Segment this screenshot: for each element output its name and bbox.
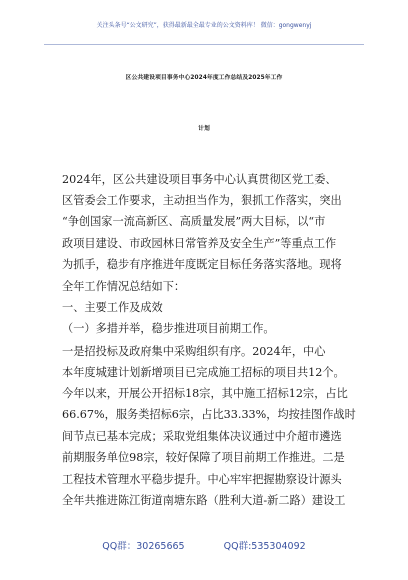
section-heading: 一、主要工作及成效 [62, 301, 163, 314]
body-line: 间节点已基本完成；采取党组集体决议通过中介超市遴选 [62, 430, 342, 443]
subsection-heading: （一）多措并举，稳步推进项目前期工作。 [62, 322, 275, 335]
body-line: 本年度城建计划新增项目已完成施工招标的项目共12个。 [62, 366, 345, 379]
body-line: 前期服务单位98宗，较好保障了项目前期工作推进。二是 [62, 451, 345, 464]
body-line: 66.67%，服务类招标6宗，占比33.33%，均按挂图作战时 [62, 408, 356, 421]
body-line: “争创国家一流高新区、高质量发展”两大目标，以“市 [62, 215, 326, 228]
body-line: 一是招投标及政府集中采购组织有序。2024年，中心 [62, 345, 326, 358]
body-line: 全年共推进陈江街道南塘东路（胜利大道-新二路）建设工 [62, 494, 346, 507]
body-line: 政项目建设、市政园林日常管养及安全生产”等重点工作 [62, 237, 337, 250]
body-line: 今年以来，开展公开招标18宗，其中施工招标12宗，占比 [62, 387, 348, 400]
body-line: 2024年，区公共建设项目事务中心认真贯彻区党工委、 [62, 173, 337, 186]
header-divider [44, 44, 364, 45]
footer-qq-group-2: QQ群:535304092 [223, 541, 306, 552]
footer [0, 538, 408, 552]
document-title: 区公共建设项目事务中心2024年度工作总结及2025年工作 [125, 75, 283, 81]
body-line: 全年工作情况总结如下： [62, 280, 186, 293]
body-line: 区管委会工作要求，主动担当作为，狠抓工作落实，突出 [62, 194, 342, 207]
document-title-continued: 计划 [198, 126, 210, 132]
header-banner: 关注头条号“公文研究”，获得最新最全最专业的公文资料库！ 微信：gongwenyj [96, 22, 312, 29]
footer-qq-group-1: QQ群：30265665 [102, 541, 185, 552]
body-line: 工程技术管理水平稳步提升。中心牢牢把握勘察设计源头 [62, 473, 342, 486]
body-line: 为抓手，稳步有序推进年度既定目标任务落实落地。现将 [62, 258, 342, 271]
